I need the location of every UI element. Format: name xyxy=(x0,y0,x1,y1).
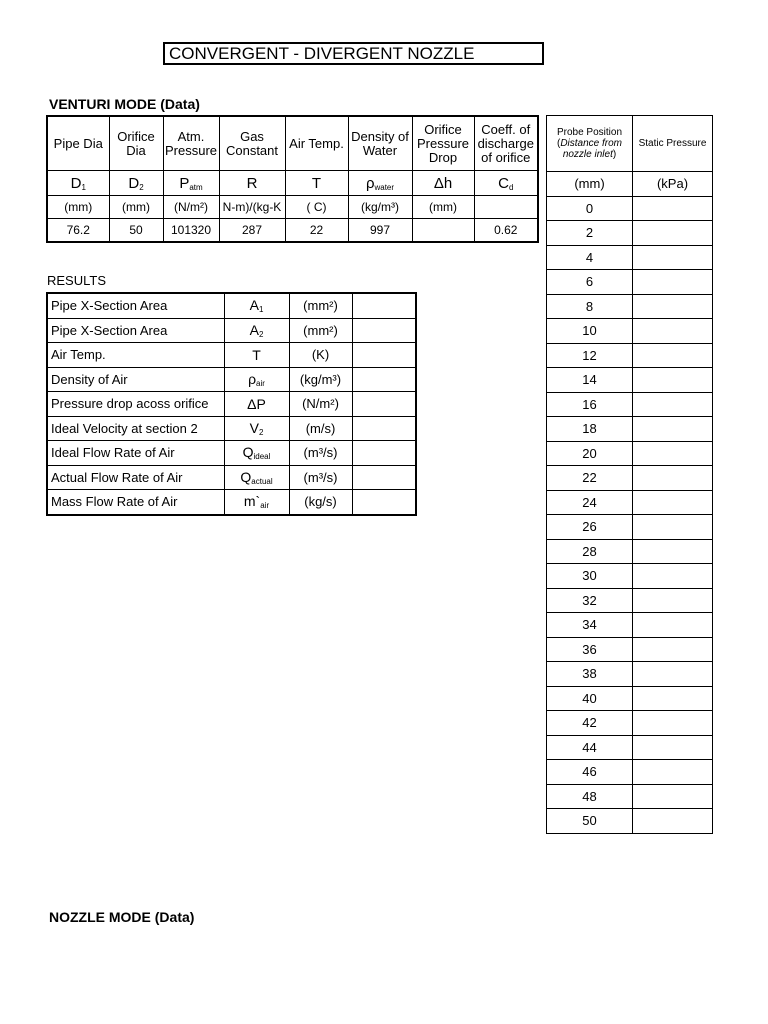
venturi-symbol-cell xyxy=(412,171,474,196)
static-pressure-cell[interactable] xyxy=(633,245,713,270)
probe-position-cell: 24 xyxy=(547,490,633,515)
probe-position-cell: 16 xyxy=(547,392,633,417)
symbol: V xyxy=(249,419,259,436)
probe-row xyxy=(547,539,713,564)
probe-table-body xyxy=(547,116,713,834)
symbol-subscript: 2 xyxy=(139,182,144,192)
static-pressure-cell[interactable] xyxy=(633,662,713,687)
result-symbol-cell xyxy=(224,465,289,490)
result-label-cell: Mass Flow Rate of Air xyxy=(47,490,224,515)
results-row xyxy=(47,367,416,392)
probe-position-cell: 40 xyxy=(547,686,633,711)
probe-position-cell: 14 xyxy=(547,368,633,393)
symbol: A xyxy=(249,297,259,314)
static-pressure-cell[interactable] xyxy=(633,343,713,368)
result-label-cell: Ideal Velocity at section 2 xyxy=(47,416,224,441)
static-pressure-cell[interactable] xyxy=(633,466,713,491)
symbol-subscript: air xyxy=(260,501,270,511)
symbol-subscript: air xyxy=(256,378,265,388)
probe-row xyxy=(547,441,713,466)
probe-row xyxy=(547,809,713,834)
symbol: m` xyxy=(243,493,261,510)
probe-position-cell: 36 xyxy=(547,637,633,662)
probe-row xyxy=(547,711,713,736)
probe-position-cell: 48 xyxy=(547,784,633,809)
results-row xyxy=(47,318,416,343)
static-pressure-cell[interactable] xyxy=(633,392,713,417)
venturi-symbol-cell xyxy=(348,171,412,196)
static-pressure-cell[interactable] xyxy=(633,564,713,589)
probe-position-cell: 32 xyxy=(547,588,633,613)
symbol-subscript: 1 xyxy=(258,305,264,315)
result-symbol-cell xyxy=(224,416,289,441)
probe-position-cell: 34 xyxy=(547,613,633,638)
result-unit-cell: (m³/s) xyxy=(289,465,352,490)
static-pressure-header: Static Pressure xyxy=(633,116,713,172)
probe-row xyxy=(547,662,713,687)
result-value-cell[interactable] xyxy=(352,293,416,318)
result-label-cell: Actual Flow Rate of Air xyxy=(47,465,224,490)
probe-row xyxy=(547,588,713,613)
result-unit-cell: (mm²) xyxy=(289,293,352,318)
symbol: D xyxy=(128,174,140,192)
nozzle-heading: NOZZLE MODE (Data) xyxy=(49,909,195,925)
results-table-body xyxy=(47,293,416,515)
probe-row xyxy=(547,466,713,491)
result-symbol-cell xyxy=(224,367,289,392)
venturi-symbol-cell xyxy=(163,171,219,196)
probe-position-title: Probe Position xyxy=(556,127,623,138)
static-pressure-cell[interactable] xyxy=(633,735,713,760)
static-pressure-cell[interactable] xyxy=(633,539,713,564)
symbol: ρ xyxy=(365,174,375,192)
probe-position-cell: 12 xyxy=(547,343,633,368)
probe-position-header: Probe Position (Distance from nozzle inlet) xyxy=(547,116,633,172)
result-unit-cell: (m/s) xyxy=(289,416,352,441)
venturi-unit-cell: ( C) xyxy=(285,196,348,219)
probe-row xyxy=(547,319,713,344)
result-value-cell[interactable] xyxy=(352,343,416,368)
symbol-subscript: 2 xyxy=(258,427,264,437)
results-row xyxy=(47,392,416,417)
static-pressure-cell[interactable] xyxy=(633,613,713,638)
venturi-symbol-cell xyxy=(109,171,163,196)
probe-row xyxy=(547,368,713,393)
venturi-value-cell[interactable]: 22 xyxy=(285,219,348,243)
static-pressure-cell[interactable] xyxy=(633,588,713,613)
probe-position-cell: 38 xyxy=(547,662,633,687)
results-row xyxy=(47,465,416,490)
result-symbol-cell xyxy=(224,293,289,318)
symbol: D xyxy=(70,174,82,192)
probe-unit-row xyxy=(547,172,713,197)
venturi-unit-cell: (mm) xyxy=(109,196,163,219)
venturi-data-table xyxy=(46,115,539,243)
static-pressure-cell[interactable] xyxy=(633,270,713,295)
symbol-subscript: 1 xyxy=(81,182,86,192)
probe-row xyxy=(547,784,713,809)
probe-row xyxy=(547,515,713,540)
venturi-symbol-cell xyxy=(47,171,109,196)
probe-position-cell: 26 xyxy=(547,515,633,540)
venturi-value-cell[interactable]: 0.62 xyxy=(474,219,538,243)
result-unit-cell: (kg/m³) xyxy=(289,367,352,392)
static-pressure-cell[interactable] xyxy=(633,441,713,466)
venturi-symbol-cell xyxy=(219,171,285,196)
symbol: ΔP xyxy=(247,395,266,412)
venturi-header-cell: Pipe Dia xyxy=(47,116,109,171)
probe-row xyxy=(547,343,713,368)
results-row xyxy=(47,293,416,318)
venturi-header-cell: Gas Constant xyxy=(219,116,285,171)
symbol-subscript: 2 xyxy=(258,329,264,339)
symbol: ρ xyxy=(248,370,257,387)
probe-row xyxy=(547,686,713,711)
result-value-cell[interactable] xyxy=(352,416,416,441)
static-pressure-cell[interactable] xyxy=(633,319,713,344)
venturi-value-cell[interactable]: 50 xyxy=(109,219,163,243)
venturi-header-cell: Air Temp. xyxy=(285,116,348,171)
static-pressure-cell[interactable] xyxy=(633,221,713,246)
venturi-value-cell[interactable]: 997 xyxy=(348,219,412,243)
venturi-symbol-cell xyxy=(474,171,538,196)
result-value-cell[interactable] xyxy=(352,465,416,490)
result-label-cell: Ideal Flow Rate of Air xyxy=(47,441,224,466)
probe-position-cell: 18 xyxy=(547,417,633,442)
probe-header-row xyxy=(547,116,713,172)
probe-row xyxy=(547,417,713,442)
probe-row xyxy=(547,221,713,246)
symbol: A xyxy=(249,321,259,338)
result-value-cell[interactable] xyxy=(352,441,416,466)
venturi-header-cell: Orifice Pressure Drop xyxy=(412,116,474,171)
probe-position-cell: 4 xyxy=(547,245,633,270)
probe-row xyxy=(547,613,713,638)
result-label-cell: Density of Air xyxy=(47,367,224,392)
result-symbol-cell xyxy=(224,441,289,466)
result-symbol-cell xyxy=(224,318,289,343)
results-row xyxy=(47,490,416,515)
probe-row xyxy=(547,760,713,785)
probe-row xyxy=(547,196,713,221)
probe-row xyxy=(547,490,713,515)
probe-row xyxy=(547,392,713,417)
result-value-cell[interactable] xyxy=(352,318,416,343)
venturi-unit-cell: (kg/m³) xyxy=(348,196,412,219)
probe-table xyxy=(546,115,713,834)
venturi-unit-cell xyxy=(474,196,538,219)
static-pressure-cell[interactable] xyxy=(633,417,713,442)
result-label-cell: Pressure drop acoss orifice xyxy=(47,392,224,417)
result-value-cell[interactable] xyxy=(352,392,416,417)
venturi-heading: VENTURI MODE (Data) xyxy=(49,96,200,112)
static-pressure-cell[interactable] xyxy=(633,784,713,809)
probe-position-cell: 50 xyxy=(547,809,633,834)
probe-row xyxy=(547,270,713,295)
venturi-value-cell[interactable] xyxy=(412,219,474,243)
probe-position-cell: 10 xyxy=(547,319,633,344)
probe-position-cell: 46 xyxy=(547,760,633,785)
results-row xyxy=(47,416,416,441)
probe-position-cell: 8 xyxy=(547,294,633,319)
venturi-header-cell: Orifice Dia xyxy=(109,116,163,171)
venturi-symbol-row xyxy=(47,171,538,196)
probe-position-cell: 44 xyxy=(547,735,633,760)
symbol-subscript: ideal xyxy=(253,452,271,462)
venturi-unit-row xyxy=(47,196,538,219)
static-pressure-cell[interactable] xyxy=(633,760,713,785)
static-pressure-cell[interactable] xyxy=(633,515,713,540)
result-unit-cell: (N/m²) xyxy=(289,392,352,417)
probe-position-cell: 6 xyxy=(547,270,633,295)
probe-position-unit: (mm) xyxy=(547,172,633,197)
symbol-subscript: actual xyxy=(251,476,273,486)
venturi-value-cell[interactable]: 76.2 xyxy=(47,219,109,243)
static-pressure-cell[interactable] xyxy=(633,686,713,711)
results-row xyxy=(47,343,416,368)
sheet-title: CONVERGENT - DIVERGENT NOZZLE xyxy=(163,42,544,65)
venturi-value-row xyxy=(47,219,538,243)
result-label-cell: Pipe X-Section Area xyxy=(47,293,224,318)
symbol: Δh xyxy=(433,174,453,192)
result-value-cell[interactable] xyxy=(352,490,416,515)
result-label-cell: Pipe X-Section Area xyxy=(47,318,224,343)
symbol: P xyxy=(179,174,190,192)
symbol-subscript: d xyxy=(508,182,514,192)
static-pressure-unit: (kPa) xyxy=(633,172,713,197)
result-unit-cell: (K) xyxy=(289,343,352,368)
static-pressure-cell[interactable] xyxy=(633,711,713,736)
probe-position-cell: 0 xyxy=(547,196,633,221)
results-table xyxy=(46,292,417,516)
venturi-unit-cell: (mm) xyxy=(412,196,474,219)
probe-position-cell: 2 xyxy=(547,221,633,246)
probe-row xyxy=(547,245,713,270)
static-pressure-cell[interactable] xyxy=(633,294,713,319)
symbol: Q xyxy=(242,444,254,461)
result-unit-cell: (m³/s) xyxy=(289,441,352,466)
result-symbol-cell xyxy=(224,343,289,368)
symbol: C xyxy=(498,174,509,192)
venturi-unit-cell: N-m)/(kg-K xyxy=(219,196,285,219)
symbol: T xyxy=(311,174,322,192)
venturi-header-cell: Coeff. of discharge of orifice xyxy=(474,116,538,171)
symbol-subscript: atm xyxy=(189,182,203,192)
result-unit-cell: (mm²) xyxy=(289,318,352,343)
static-pressure-cell[interactable] xyxy=(633,368,713,393)
venturi-unit-cell: (mm) xyxy=(47,196,109,219)
probe-position-cell: 22 xyxy=(547,466,633,491)
result-symbol-cell xyxy=(224,392,289,417)
result-value-cell[interactable] xyxy=(352,367,416,392)
probe-position-cell: 30 xyxy=(547,564,633,589)
venturi-header-cell: Density of Water xyxy=(348,116,412,171)
venturi-symbol-cell xyxy=(285,171,348,196)
venturi-header-row xyxy=(47,116,538,171)
result-symbol-cell xyxy=(224,490,289,515)
symbol-subscript: water xyxy=(374,182,395,192)
probe-position-cell: 42 xyxy=(547,711,633,736)
static-pressure-cell[interactable] xyxy=(633,196,713,221)
probe-position-cell: 20 xyxy=(547,441,633,466)
results-row xyxy=(47,441,416,466)
symbol: T xyxy=(252,346,261,363)
probe-position-note: Distance from nozzle inlet xyxy=(560,138,623,160)
probe-row xyxy=(547,564,713,589)
result-label-cell: Air Temp. xyxy=(47,343,224,368)
static-pressure-cell[interactable] xyxy=(633,490,713,515)
probe-row xyxy=(547,735,713,760)
symbol: Q xyxy=(240,468,252,485)
probe-row xyxy=(547,294,713,319)
probe-row xyxy=(547,637,713,662)
venturi-header-cell: Atm. Pressure xyxy=(163,116,219,171)
results-label: RESULTS xyxy=(47,273,106,288)
probe-position-cell: 28 xyxy=(547,539,633,564)
static-pressure-cell[interactable] xyxy=(633,637,713,662)
venturi-value-cell[interactable]: 101320 xyxy=(163,219,219,243)
venturi-unit-cell: (N/m²) xyxy=(163,196,219,219)
static-pressure-cell[interactable] xyxy=(633,809,713,834)
symbol: R xyxy=(246,174,258,192)
result-unit-cell: (kg/s) xyxy=(289,490,352,515)
venturi-value-cell[interactable]: 287 xyxy=(219,219,285,243)
